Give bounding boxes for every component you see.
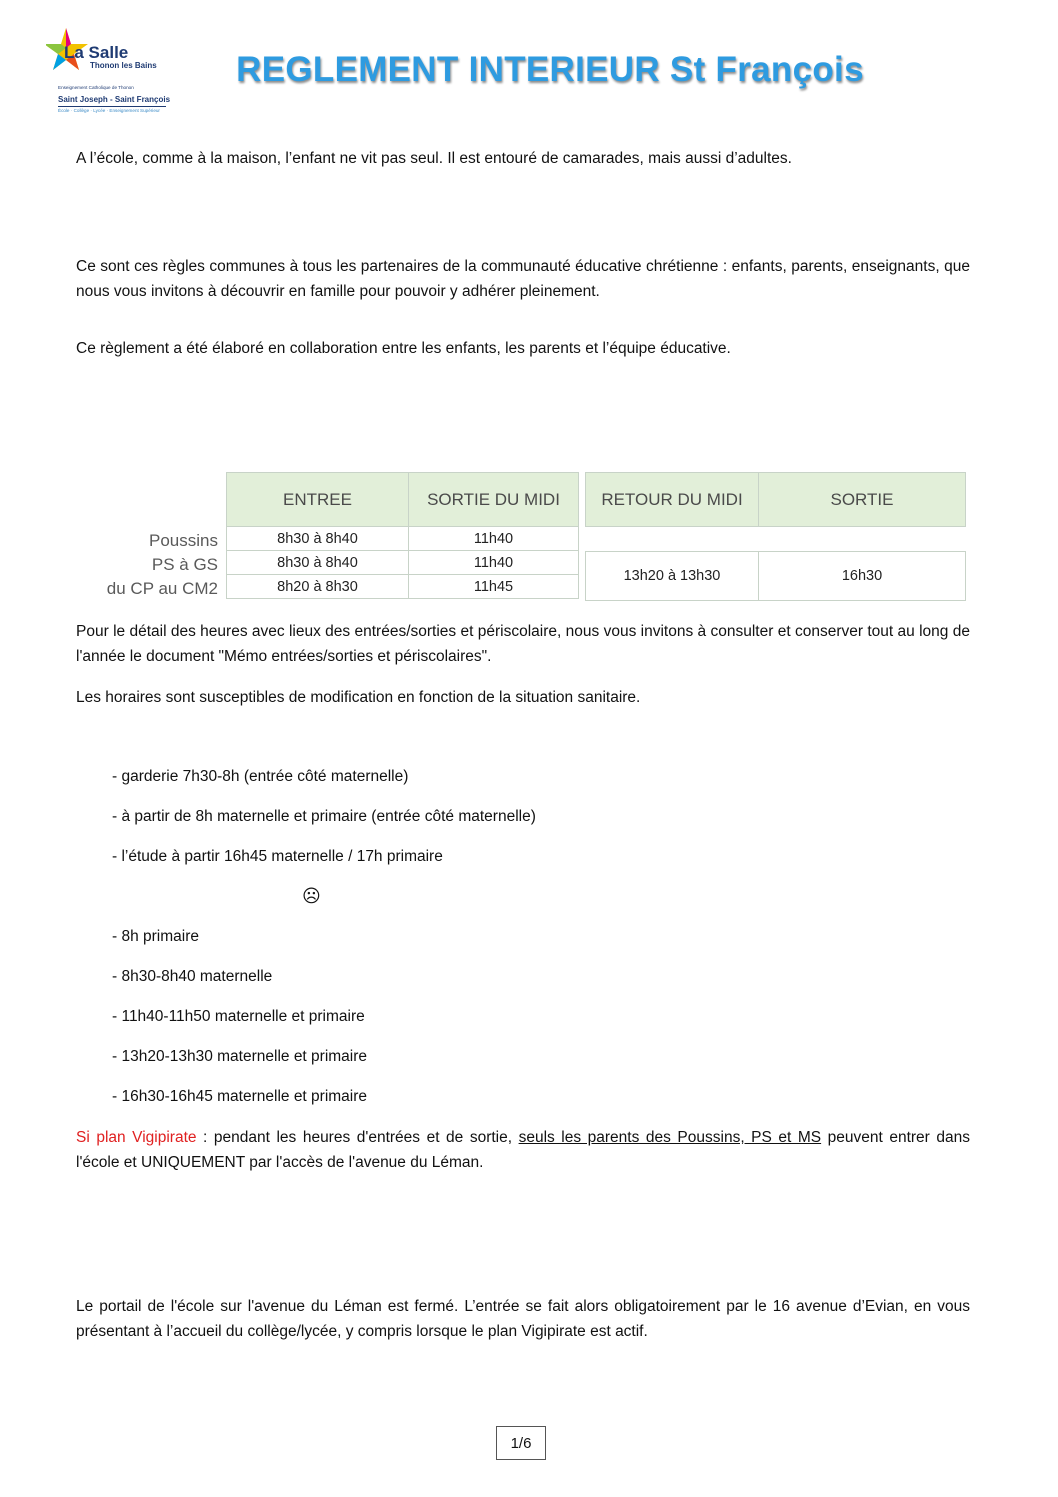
portail-paragraph: Le portail de l'école sur l'avenue du Léman est fermé. L’entrée se fait alors obligatoirement par le 16 avenue d’Evian, en vous présentant à l’accueil du collège/lycée, y compris lorsque le plan Vigipirate est actif. bbox=[76, 1298, 970, 1340]
header-sortie-midi: SORTIE DU MIDI bbox=[409, 473, 579, 527]
cell-entree: 8h30 à 8h40 bbox=[227, 527, 409, 551]
cell-entree: 8h20 à 8h30 bbox=[227, 575, 409, 599]
list-item: - 8h primaire bbox=[112, 928, 199, 945]
vigipirate-underlined: seuls les parents des Poussins, PS et MS bbox=[518, 1129, 822, 1146]
cell-sortie: 16h30 bbox=[759, 552, 966, 601]
row-label-cp-cm2: du CP au CM2 bbox=[106, 579, 218, 598]
logo-schools: Saint Joseph - Saint François bbox=[58, 95, 171, 104]
vigipirate-paragraph bbox=[76, 1125, 970, 1175]
row-label-ps-gs: PS à GS bbox=[151, 555, 218, 574]
intro-paragraph-2: Ce sont ces règles communes à tous les partenaires de la communauté éducative chrétienne : enfants, parents, enseignants, que nous vous invitons à découvrir en famille pour pouvoir y adhérer pleinement. bbox=[76, 258, 970, 300]
table-row bbox=[227, 527, 579, 551]
schedule-table-afternoon bbox=[585, 551, 966, 601]
vigipirate-text-2: peuvent entrer dans l'école et UNIQUEMENT par l'accès de l'avenue du Léman. bbox=[76, 1129, 970, 1171]
intro-paragraph-3: Ce règlement a été élaboré en collaboration entre les enfants, les parents et l’équipe éducative. bbox=[76, 340, 731, 357]
cell-retour-midi: 13h20 à 13h30 bbox=[586, 552, 759, 601]
logo-tagline: Enseignement Catholique de Thonon bbox=[58, 85, 134, 90]
logo-city: Thonon les Bains bbox=[90, 61, 157, 70]
header-retour-midi: RETOUR DU MIDI bbox=[586, 473, 759, 527]
schedule-table-left bbox=[226, 472, 579, 599]
vigipirate-label: Si plan Vigipirate bbox=[76, 1129, 197, 1146]
list-item: - l’étude à partir 16h45 maternelle / 17h primaire bbox=[112, 848, 443, 865]
cell-sortie-midi: 11h40 bbox=[409, 551, 579, 575]
cell-entree: 8h30 à 8h40 bbox=[227, 551, 409, 575]
list-item: - garderie 7h30-8h (entrée côté maternelle) bbox=[112, 768, 409, 785]
cell-sortie-midi: 11h40 bbox=[409, 527, 579, 551]
table-row bbox=[227, 575, 579, 599]
list-item: - 16h30-16h45 maternelle et primaire bbox=[112, 1088, 368, 1105]
list-item: - 8h30-8h40 maternelle bbox=[112, 968, 273, 985]
table-row bbox=[227, 551, 579, 575]
logo-divider bbox=[58, 106, 166, 107]
cell-sortie-midi: 11h45 bbox=[409, 575, 579, 599]
vigipirate-text-1: : pendant les heures d'entrées et de sortie, bbox=[196, 1129, 519, 1146]
page-number: 1/6 bbox=[496, 1426, 546, 1460]
health-note: Les horaires sont susceptibles de modification en fonction de la situation sanitaire. bbox=[76, 689, 641, 706]
schedule-row-labels bbox=[80, 529, 218, 601]
page-title: REGLEMENT INTERIEUR St François bbox=[236, 50, 864, 89]
sad-face-icon: ☹ bbox=[302, 886, 321, 906]
school-logo bbox=[46, 26, 176, 122]
header-entree: ENTREE bbox=[227, 473, 409, 527]
intro-paragraph-1: A l’école, comme à la maison, l’enfant ne vit pas seul. Il est entouré de camarades, mais aussi d’adultes. bbox=[76, 150, 792, 167]
logo-levels: École · Collège · Lycée · Enseignement Supérieur bbox=[58, 108, 160, 113]
list-item: - à partir de 8h maternelle et primaire (entrée côté maternelle) bbox=[112, 808, 536, 825]
header-sortie: SORTIE bbox=[759, 473, 966, 527]
row-label-poussins: Poussins bbox=[149, 531, 218, 550]
schedule-table-right bbox=[585, 472, 966, 527]
logo-name: La Salle bbox=[64, 43, 129, 62]
details-paragraph: Pour le détail des heures avec lieux des entrées/sorties et périscolaire, nous vous invitons à consulter et conserver tout au long de l'année le document "Mémo entrées/sorties et périscolaires". bbox=[76, 623, 970, 665]
list-item: - 11h40-11h50 maternelle et primaire bbox=[112, 1008, 365, 1025]
list-item: - 13h20-13h30 maternelle et primaire bbox=[112, 1048, 368, 1065]
